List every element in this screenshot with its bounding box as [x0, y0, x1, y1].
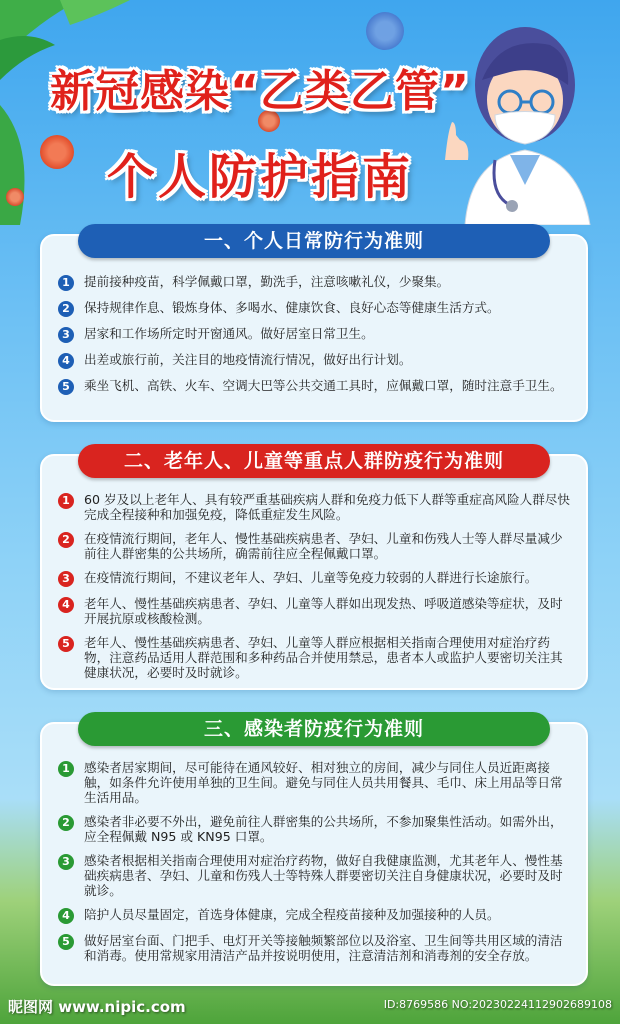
watermark-id: ID:8769586 NO:20230224112902689108: [383, 998, 612, 1011]
list-item: [58, 274, 572, 291]
number-badge: 3: [58, 854, 74, 870]
list-item: [58, 596, 572, 626]
section-infected-persons: [40, 718, 588, 986]
list-item: [58, 300, 572, 317]
list-item: [58, 635, 572, 680]
number-badge: 1: [58, 275, 74, 291]
number-badge: 3: [58, 571, 74, 587]
number-badge: 3: [58, 327, 74, 343]
list-item: [58, 814, 572, 844]
list-item-text: 乘坐飞机、高铁、火车、空调大巴等公共交通工具时，应佩戴口罩，随时注意手卫生。: [84, 378, 563, 393]
list-item-text: 在疫情流行期间，老年人、慢性基础疾病患者、孕妇、儿童和伤残人士等人群尽量减少前往人群密集的公共场所，确需前往应全程佩戴口罩。: [84, 531, 563, 561]
list-item: [58, 853, 572, 898]
header: [0, 0, 620, 222]
list-item: [58, 378, 572, 395]
list-item: [58, 760, 572, 805]
number-badge: 5: [58, 379, 74, 395]
list-item: [58, 531, 572, 561]
list-item: [58, 352, 572, 369]
number-badge: 1: [58, 761, 74, 777]
list-item: [58, 326, 572, 343]
number-badge: 2: [58, 301, 74, 317]
list-item: [58, 933, 572, 963]
section-daily-prevention: [40, 230, 588, 422]
watermark-site: 昵图网 www.nipic.com: [8, 998, 186, 1016]
list-item-text: 感染者非必要不外出，避免前往人群密集的公共场所，不参加聚集性活动。如需外出，应全程佩戴 N95 或 KN95 口罩。: [84, 814, 563, 844]
list-item: [58, 492, 572, 522]
list-item-text: 60 岁及以上老年人、具有较严重基础疾病人群和免疫力低下人群等重症高风险人群尽快完成全程接种和加强免疫，降低重症发生风险。: [84, 492, 570, 522]
list-item-text: 保持规律作息、锻炼身体、多喝水、健康饮食、良好心态等健康生活方式。: [84, 300, 500, 315]
list-item-text: 在疫情流行期间，不建议老年人、孕妇、儿童等免疫力较弱的人群进行长途旅行。: [84, 570, 538, 585]
list-item-text: 出差或旅行前，关注目的地疫情流行情况，做好出行计划。: [84, 352, 412, 367]
list-item: [58, 570, 572, 587]
list-item-text: 老年人、慢性基础疾病患者、孕妇、儿童等人群应根据相关指南合理使用对症治疗药物，注意药品适用人群范围和多种药品合并使用禁忌，患者本人或监护人要密切关注其健康状况，必要时及时就诊。: [84, 635, 563, 680]
list-item-text: 提前接种疫苗，科学佩戴口罩，勤洗手，注意咳嗽礼仪，少聚集。: [84, 274, 450, 289]
number-badge: 5: [58, 636, 74, 652]
page-title: 新冠感染“乙类乙管”: [50, 66, 470, 117]
number-badge: 4: [58, 353, 74, 369]
number-badge: 4: [58, 908, 74, 924]
list-item-text: 老年人、慢性基础疾病患者、孕妇、儿童等人群如出现发热、呼吸道感染等症状，及时开展抗原或核酸检测。: [84, 596, 563, 626]
section-title: 三、感染者防疫行为准则: [78, 712, 550, 746]
list-item-text: 感染者根据相关指南合理使用对症治疗药物，做好自我健康监测，尤其老年人、慢性基础疾病患者、孕妇、儿童和伤残人士等特殊人群要密切关注自身健康状况，必要时及时就诊。: [84, 853, 563, 898]
list-item-text: 陪护人员尽量固定，首选身体健康，完成全程疫苗接种及加强接种的人员。: [84, 907, 500, 922]
list-item: [58, 907, 572, 924]
section-title: 二、老年人、儿童等重点人群防疫行为准则: [78, 444, 550, 478]
section-title: 一、个人日常防行为准则: [78, 224, 550, 258]
list-item-text: 做好居室台面、门把手、电灯开关等接触频繁部位以及浴室、卫生间等共用区域的清洁和消毒。使用常规家用清洁产品并按说明使用，注意清洁剂和消毒剂的安全存放。: [84, 933, 563, 963]
section-key-groups: [40, 450, 588, 690]
list-item-text: 感染者居家期间，尽可能待在通风较好、相对独立的房间，减少与同住人员近距离接触，如条件允许使用单独的卫生间。避免与同住人员共用餐具、毛巾、床上用品等日常生活用品。: [84, 760, 563, 805]
number-badge: 1: [58, 493, 74, 509]
page-subtitle: 个人防护指南: [106, 149, 413, 205]
number-badge: 2: [58, 815, 74, 831]
number-badge: 2: [58, 532, 74, 548]
doctor-illustration: [440, 10, 610, 225]
list-item-text: 居家和工作场所定时开窗通风。做好居室日常卫生。: [84, 326, 374, 341]
number-badge: 4: [58, 597, 74, 613]
number-badge: 5: [58, 934, 74, 950]
